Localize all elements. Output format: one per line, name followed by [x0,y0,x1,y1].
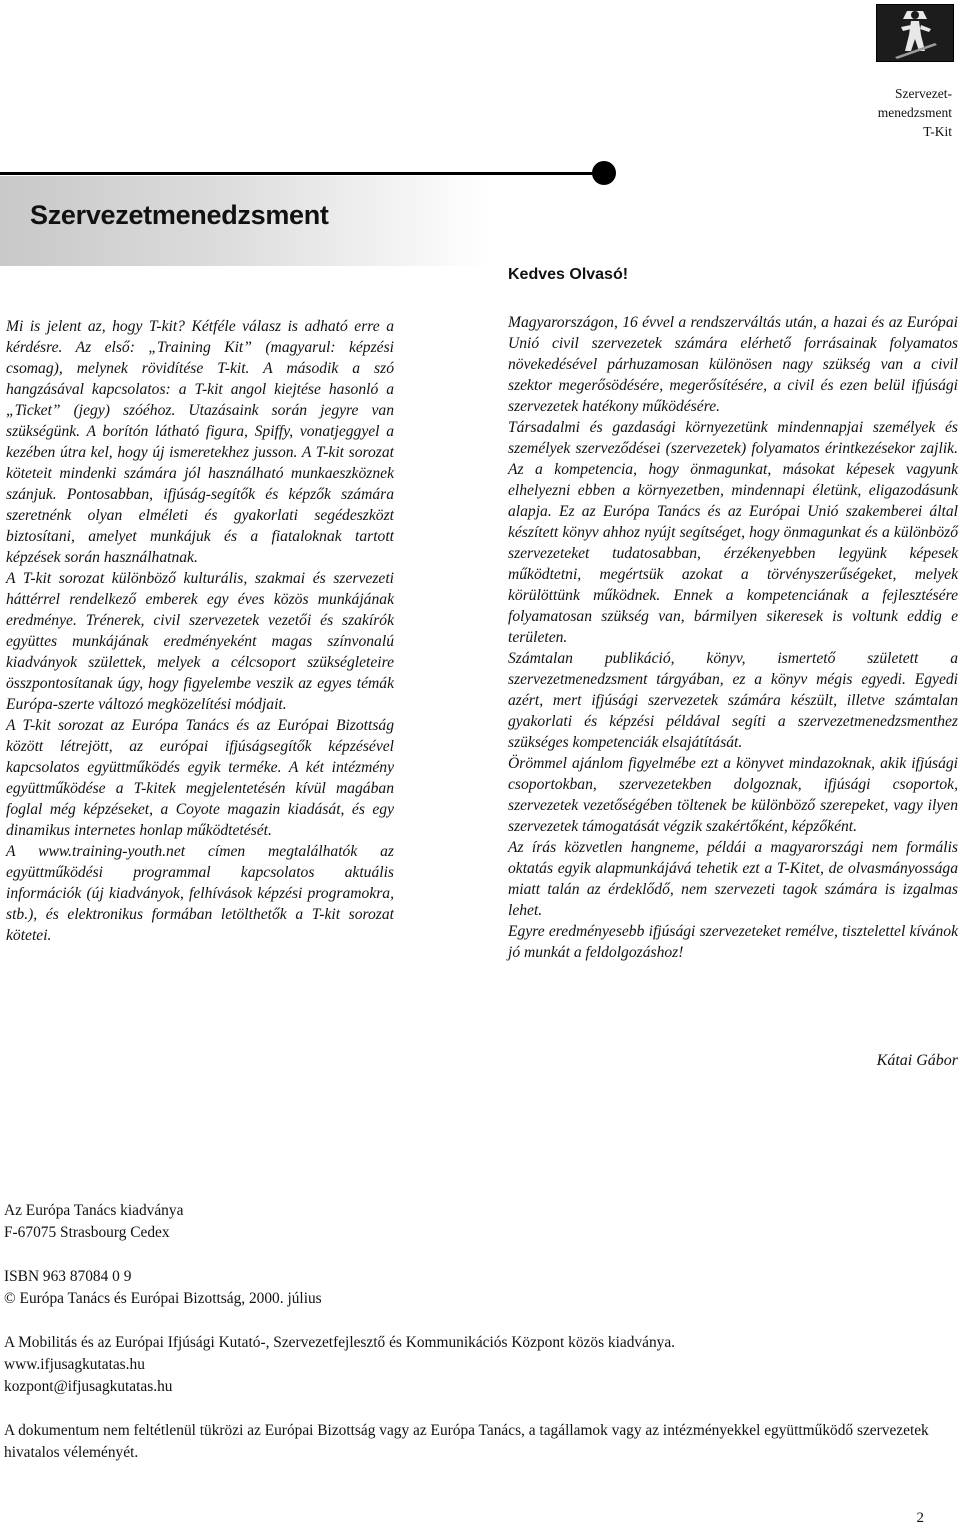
header-rule-dot [592,161,616,185]
signature: Kátai Gábor [876,1052,958,1069]
foreword-paragraph: Magyarországon, 16 évvel a rendszerváltás után, a hazai és az Európai Unió civil szervezetek számára elérhető forrásainak folyamatos növekedésével párhuzamosan különösen nagy szükség van a civil szektor megerősödésére, megerősítésére, a civil és ezen belül ifjúsági szervezetek hatékony működésére. [508,314,958,415]
foreword-paragraph: Örömmel ajánlom figyelmébe ezt a könyvet mindazoknak, akik ifjúsági csoportokban, szervezetekben dolgoznak, ifjúsági csoportok, szervezetek vezetőségében töltenek be különböző szerepeket, vagy ilyen szervezetek támogatását végzik szakértőként, képzőként. [508,755,958,835]
series-label [832,84,952,141]
foreword-paragraph: Egyre eredményesebb ifjúsági szervezeteket remélve, tisztelettel kívánok jó munkát a feldolgozáshoz! [508,923,958,961]
copyright: © Európa Tanács és Európai Bizottság, 2000. július [4,1290,322,1307]
foreword-greeting: Kedves Olvasó! [508,266,629,283]
isbn-block [4,1266,956,1310]
intro-column [6,316,394,946]
foreword-paragraph: Az írás közvetlen hangneme, példái a magyarországi nem formális oktatás egyik alapmunkájává tehetik ezt a T-Kitet, de olvasmányossága miatt talán az érdeklődő, nem szervezeti tagok számára is izgalmas lehet. [508,839,958,919]
intro-paragraph: Mi is jelent az, hogy T-kit? Kétféle válasz is adható erre a kérdésre. Az első: „Training Kit” (magyarul: képzési csomag), melynek rövidítése T-kit. A második a szó hangzásával kapcsolatos: a T-kit angol kiejtése hasonló a „Ticket” (jegy) szóéhoz. Utazásaink során jegyre van szükségünk. A borítón látható figura, Spiffy, vonatjeggyel a kezében útra kel, hogy új ismeretekhez jusson. A T-kit sorozat köteteit mindenki számára jól használható munkaeszköznek szánjuk. Pontosabban, ifjúság-segítők és képzők számára szeretnénk olyan elméleti és gyakorlati segédeszközt biztosítani, amelyet munkájuk és a fiataloknak tartott képzések során használhatnak. [6,318,394,566]
publisher-block [4,1200,956,1244]
publisher-address: F-67075 Strasbourg Cedex [4,1224,170,1241]
page-title: Szervezetmenedzsment [30,200,329,230]
t-kit-logo-icon [876,4,954,62]
disclaimer-block [4,1420,956,1464]
foreword-paragraph: Számtalan publikáció, könyv, ismertető született a szervezetmenedzsment tárgyában, ez a könyv mégis egyedi. Egyedi azért, mert ifjúsági szervezetek számára készült, illetve számtalan gyakorlati és képzési példával segíti a szervezetmenedzsmenthez szükséges kompetenciák elsajátítását. [508,650,958,751]
email-link[interactable]: kozpont@ifjusagkutatas.hu [4,1378,173,1395]
header-rule [0,172,600,175]
series-label-line: menedzsment [877,105,952,120]
joint-publication-note: A Mobilitás és az Európai Ifjúsági Kutató-, Szervezetfejlesztő és Kommunikációs Központ közös kiadványa. [4,1334,676,1351]
series-label-line: T-Kit [923,124,952,139]
publisher-name: Az Európa Tanács kiadványa [4,1202,184,1219]
joint-publication-block [4,1332,956,1398]
intro-paragraph: A www.training-youth.net címen megtalálhatók az együttműködési programmal kapcsolatos aktuális információk (új kiadványok, felhívások képzési programokra, stb.), és elektronikus formában letölthetők a T-kit sorozat kötetei. [6,843,394,944]
isbn: ISBN 963 87084 0 9 [4,1268,132,1285]
disclaimer: A dokumentum nem feltétlenül tükrözi az Európai Bizottság vagy az Európa Tanács, a tagállamok vagy az intézményekkel együttműködő szervezetek hivatalos véleményét. [4,1422,929,1461]
imprint [4,1200,956,1486]
intro-paragraph: A T-kit sorozat az Európa Tanács és az Európai Bizottság között létrejött, az európai ifjúságsegítők képzésével kapcsolatos együttműködés egyik terméke. A két intézmény együttműködése a T-kitek megjelentetésén kívül magában foglal még képzéseket, a Coyote magazin kiadását, és egy dinamikus internetes honlap működtetését. [6,717,394,839]
foreword-paragraph: Társadalmi és gazdasági környezetünk mindennapjai személyek és személyek szerveződései (szervezetek) folyamatos érintkezésekor zajlik. Az a kompetencia, hogy önmagunkat, másokat képesek vagyunk elhelyezni ebben a környezetben, mindennapi életünk, eligazodásunk alapja. Ez az Európa Tanács és az Európai Unió szakemberei által készített könyv ahhoz nyújt segítséget, hogy önmagunkat és a különböző szervezeteket tudatosabban, érzékenyebben legyünk képesek működtetni, megértsük azokat a törvényszerűségeket, melyek körülöttünk működnek. Ennek a kompetenciának a fejlesztésére folyamatosan szükség van, bármilyen sikeresek is voltunk eddig e területen. [508,419,958,646]
page-number: 2 [916,1510,924,1526]
series-label-line: Szervezet- [895,86,952,101]
foreword-column [508,312,958,963]
intro-paragraph: A T-kit sorozat különböző kulturális, szakmai és szervezeti háttérrel rendelkező emberek egy éves közös munkájának eredménye. Trénerek, civil szervezetek vezetői és szakírók együttes munkájának eredményeként magas színvonalú kiadványok születtek, melyek a célcsoport szükségleteire összpontosítanak úgy, hogy figyelembe veszik az egyes témák Európa-szerte változó megközelítési módjait. [6,570,394,713]
website-link[interactable]: www.ifjusagkutatas.hu [4,1356,145,1373]
